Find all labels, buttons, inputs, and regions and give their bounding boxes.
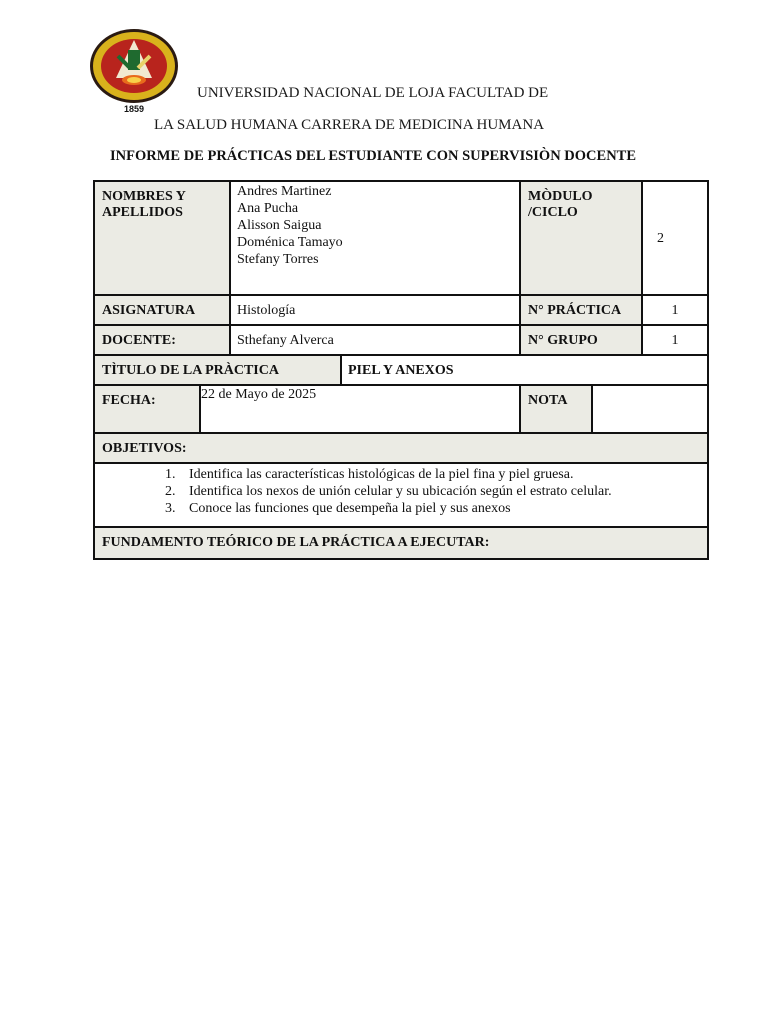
logo-year: 1859 — [123, 104, 145, 114]
objetivos-label: OBJETIVOS: — [94, 433, 708, 463]
names-row — [94, 181, 708, 295]
student-name: Doménica Tamayo — [237, 235, 343, 250]
docente-value: Sthefany Alverca — [230, 325, 520, 355]
student-name: Ana Pucha — [237, 201, 299, 216]
student-name: Alisson Saigua — [237, 218, 322, 233]
student-name: Stefany Torres — [237, 252, 319, 267]
docente-label: DOCENTE: — [94, 325, 230, 355]
student-names — [230, 181, 520, 295]
docente-row — [94, 325, 708, 355]
asignatura-value: Histología — [230, 295, 520, 325]
university-name-line-1: UNIVERSIDAD NACIONAL DE LOJA FACULTAD DE — [197, 85, 549, 101]
practica-number-label: N° PRÁCTICA — [520, 295, 642, 325]
modulo-label: MÒDULO /CICLO — [520, 181, 642, 295]
fecha-value-cell — [200, 385, 520, 433]
student-name: Andres Martinez — [237, 184, 332, 199]
practica-number-value: 1 — [642, 295, 708, 325]
university-seal-logo — [88, 28, 180, 114]
report-title: INFORME DE PRÁCTICAS DEL ESTUDIANTE CON SUPERVISIÒN DOCENTE — [110, 148, 637, 164]
objetivos-header-row — [94, 433, 708, 463]
asignatura-label: ASIGNATURA — [94, 295, 230, 325]
grupo-number-value: 1 — [642, 325, 708, 355]
modulo-value: 2 — [642, 181, 708, 295]
grupo-number-label: N° GRUPO — [520, 325, 642, 355]
asignatura-row — [94, 295, 708, 325]
fundamento-row — [94, 527, 708, 559]
fecha-label: FECHA: — [94, 385, 200, 433]
names-label: NOMBRES Y APELLIDOS — [94, 181, 230, 295]
list-item: 2. Identifica los nexos de unión celular y su ubicación según el estrato celular. — [165, 484, 612, 499]
titulo-row — [94, 355, 708, 385]
nota-value — [592, 385, 708, 433]
objetivos-row — [94, 463, 708, 527]
fundamento-label: FUNDAMENTO TEÓRICO DE LA PRÁCTICA A EJECUTAR: — [94, 527, 708, 559]
list-item: 1. Identifica las características histológicas de la piel fina y piel gruesa. — [165, 467, 574, 482]
fecha-row — [94, 385, 708, 433]
university-name-line-2: LA SALUD HUMANA CARRERA DE MEDICINA HUMANA — [154, 117, 545, 133]
list-item: 3. Conoce las funciones que desempeña la piel y sus anexos — [165, 501, 511, 516]
titulo-value: PIEL Y ANEXOS — [348, 362, 454, 378]
nota-label: NOTA — [520, 385, 592, 433]
objetivos-list — [95, 464, 707, 523]
fecha-value: 22 de Mayo de 2025 — [201, 387, 317, 402]
practice-report-form — [93, 180, 709, 560]
titulo-label: TÌTULO DE LA PRÀCTICA — [95, 356, 341, 384]
